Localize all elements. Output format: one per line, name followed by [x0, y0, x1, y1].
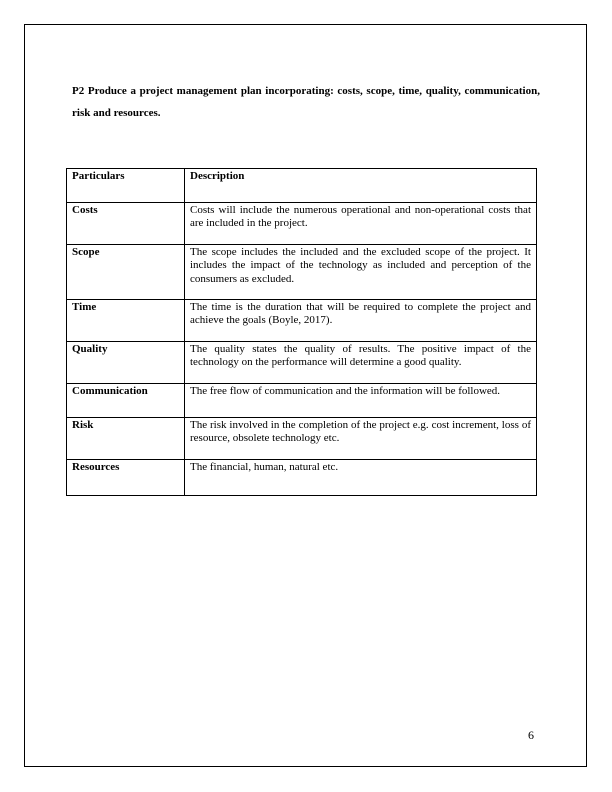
row-particular-communication: Communication: [67, 384, 185, 418]
row-particular-scope: Scope: [67, 245, 185, 300]
row-particular-time: Time: [67, 300, 185, 342]
table-row: [67, 384, 537, 418]
row-description-resources: The financial, human, natural etc.: [185, 460, 537, 496]
column-header-particulars: Particulars: [67, 169, 185, 203]
row-description-quality: The quality states the quality of results. The positive impact of the technology on the performance will determine a good quality.: [185, 342, 537, 384]
row-description-risk: The risk involved in the completion of the project e.g. cost increment, loss of resource, obsolete technology etc.: [185, 418, 537, 460]
row-description-communication: The free flow of communication and the information will be followed.: [185, 384, 537, 418]
project-plan-table: [66, 168, 537, 496]
table-row: [67, 418, 537, 460]
page-number: 6: [528, 728, 534, 742]
column-header-description: Description: [185, 169, 537, 203]
row-particular-quality: Quality: [67, 342, 185, 384]
table-row: [67, 342, 537, 384]
row-description-scope: The scope includes the included and the excluded scope of the project. It includes the impact of the technology as included and perception of the consumers as excluded.: [185, 245, 537, 300]
row-description-time: The time is the duration that will be required to complete the project and achieve the goals (Boyle, 2017).: [185, 300, 537, 342]
table-row: [67, 300, 537, 342]
row-particular-risk: Risk: [67, 418, 185, 460]
table-row: [67, 203, 537, 245]
table-row: [67, 245, 537, 300]
section-heading: P2 Produce a project management plan incorporating: costs, scope, time, quality, communication, risk and resources.: [72, 85, 540, 119]
table-header-row: [67, 169, 537, 203]
row-description-costs: Costs will include the numerous operational and non-operational costs that are included in the project.: [185, 203, 537, 245]
table-row: [67, 460, 537, 496]
row-particular-costs: Costs: [67, 203, 185, 245]
row-particular-resources: Resources: [67, 460, 185, 496]
